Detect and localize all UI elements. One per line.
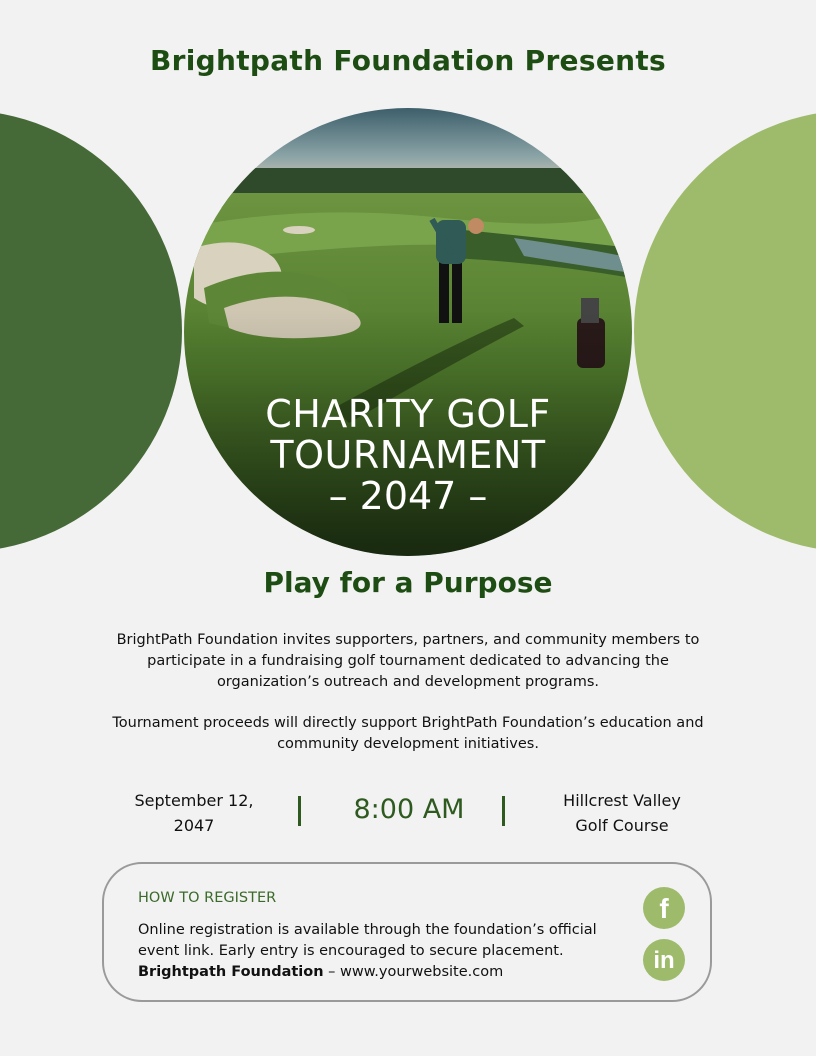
proceeds-paragraph: Tournament proceeds will directly support BrightPath Foundation’s education and community development initiatives. (112, 715, 704, 752)
event-date-line1: September 12, (134, 791, 254, 810)
tagline: Play for a Purpose (263, 566, 553, 599)
website-link[interactable]: – www.yourwebsite.com (323, 964, 504, 980)
event-venue-line1: Hillcrest Valley (563, 791, 681, 810)
event-venue-line2: Golf Course (575, 816, 669, 835)
decorative-circle-left (0, 110, 182, 552)
organization-name: Brightpath Foundation (138, 964, 324, 980)
registration-body: Online registration is available through the foundation’s official event link. Early entry is encouraged to secure placement. (138, 922, 597, 959)
divider (298, 796, 301, 826)
event-date (104, 788, 284, 838)
intro-paragraph: BrightPath Foundation invites supporters, partners, and community members to participate in a fundraising golf tournament dedicated to advancing the organization’s outreach and development programs. (116, 632, 700, 690)
divider (502, 796, 505, 826)
event-venue (532, 788, 712, 838)
event-time: 8:00 AM (353, 794, 465, 825)
decorative-circle-right (634, 110, 816, 552)
golf-photo-circle (184, 108, 632, 556)
facebook-icon[interactable]: f (643, 887, 685, 929)
event-title-line1: CHARITY GOLF (265, 392, 551, 436)
registration-text (138, 920, 608, 983)
event-title (184, 394, 632, 517)
page-title: Brightpath Foundation Presents (149, 44, 666, 77)
event-title-line2: TOURNAMENT (270, 433, 546, 477)
linkedin-icon[interactable]: in (643, 939, 685, 981)
event-details (0, 786, 816, 846)
registration-heading: HOW TO REGISTER (138, 890, 277, 906)
registration-box (102, 862, 712, 1002)
event-date-line2: 2047 (173, 816, 215, 835)
event-year: – 2047 – (328, 474, 488, 518)
